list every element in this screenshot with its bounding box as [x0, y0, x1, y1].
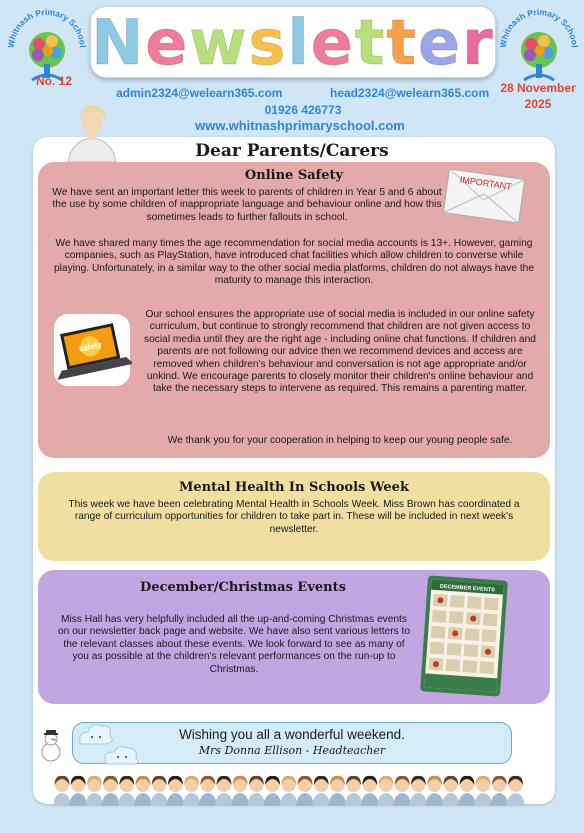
child-figure: [490, 776, 508, 806]
child-figure: [280, 776, 298, 806]
child-figure: [442, 776, 460, 806]
headteacher-signature: Mrs Donna Ellison - Headteacher: [198, 744, 386, 757]
online-safety-paragraph-3: Our school ensures the appropriate use of social media is included in our online safety curriculum, but continue to strongly recommend that children are not given access to social media until they are the right age - including online chat functions. If children and parents are not following our advice then we recommend devices and access are removed when children's behaviour and conversation is not age appropriate and/or unkind. We encourage parents to closely monitor their children's online behaviour and take the necessary steps to intervene as required. This remains a parenting matter.: [144, 309, 536, 395]
online-safety-laptop-icon: [52, 312, 132, 388]
child-figure: [118, 776, 136, 806]
title-letter: l: [287, 6, 311, 79]
christmas-events-heading: December/Christmas Events: [140, 580, 346, 595]
school-badge-text: Whitnash Primary School: [498, 6, 580, 49]
child-figure: [247, 776, 265, 806]
issue-date: 28 November 2025: [500, 81, 576, 111]
child-figure: [134, 776, 152, 806]
child-figure: [69, 776, 87, 806]
title-letter: t: [386, 6, 419, 79]
child-figure: [458, 776, 476, 806]
child-figure: [328, 776, 346, 806]
child-figure: [361, 776, 379, 806]
website-link[interactable]: www.whitnashprimaryschool.com: [195, 118, 405, 133]
child-figure: [296, 776, 314, 806]
title-letter: N: [91, 6, 146, 79]
child-figure: [409, 776, 427, 806]
envelope-label: IMPORTANT: [459, 174, 513, 192]
child-figure: [312, 776, 330, 806]
child-figure: [166, 776, 184, 806]
school-logo-right: [498, 4, 580, 86]
child-figure: [264, 776, 282, 806]
poster-label: DECEMBER EVENTS: [439, 583, 495, 594]
newsletter-title: [90, 6, 496, 78]
head-email-link[interactable]: head2324@welearn365.com: [330, 86, 490, 100]
mental-health-paragraph: This week we have been celebrating Mental Health in Schools Week. Miss Brown has coordinated a range of curriculum opportunities for children to take part in. These will be included in next week's newsletter.: [68, 499, 520, 535]
title-letter: s: [248, 6, 288, 79]
online-safety-paragraph-1: We have sent an important letter this week to parents of children in Year 5 and 6 about the use by some children of inappropriate language and behaviour online and how this sometimes leads to further fallouts in school.: [52, 187, 442, 223]
child-figure: [345, 776, 363, 806]
title-letter: e: [310, 6, 355, 79]
phone-number: 01926 426773: [264, 103, 342, 117]
clouds-icon: [76, 720, 146, 768]
child-figure: [426, 776, 444, 806]
title-letter: e: [418, 6, 463, 79]
child-figure: [85, 776, 103, 806]
important-envelope-icon: [440, 168, 528, 224]
title-letter: w: [189, 6, 249, 79]
mental-health-heading: Mental Health In Schools Week: [179, 480, 409, 495]
title-letter: r: [462, 6, 495, 79]
title-letter: t: [354, 6, 387, 79]
christmas-events-paragraph: Miss Hall has very helpfully included all the up-and-coming Christmas events on our newsletter back page and website. We have also sent various letters to the relevant classes about these events. We look forward to see as many of you as possible at the children's relevant performances on the run-up to Christmas.: [57, 614, 411, 675]
online-safety-paragraph-4: We thank you for your cooperation in helping to keep our young people safe.: [167, 435, 513, 446]
child-figure: [507, 776, 525, 806]
december-events-poster-icon: [418, 574, 510, 698]
online-safety-paragraph-2: We have shared many times the age recommendation for social media accounts is 13+. However, gaming companies, such as PlayStation, have introduced chat facilities which allow children to converse while playing. Unfortunately, in a similar way to the other social media platforms, children do not always have the maturity to manage this interaction.: [54, 238, 534, 287]
child-figure: [150, 776, 168, 806]
child-figure: [183, 776, 201, 806]
child-figure: [474, 776, 492, 806]
greeting: Dear Parents/Carers: [195, 141, 389, 161]
issue-number: No. 12: [36, 74, 73, 88]
child-figure: [393, 776, 411, 806]
child-figure: [102, 776, 120, 806]
child-figure: [54, 776, 71, 806]
children-illustration-strip: [54, 770, 532, 806]
online-safety-section: [38, 162, 550, 458]
admin-email-link[interactable]: admin2324@welearn365.com: [116, 86, 283, 100]
online-safety-heading: Online Safety: [244, 168, 344, 183]
title-letter: e: [145, 6, 190, 79]
child-figure: [199, 776, 217, 806]
school-badge-text: Whitnash Primary School: [6, 6, 88, 49]
christmas-events-section: [38, 570, 550, 704]
child-figure: [215, 776, 233, 806]
laptop-label: safety: [78, 339, 103, 354]
signoff-message: Wishing you all a wonderful weekend.: [179, 727, 405, 742]
child-figure: [231, 776, 249, 806]
mental-health-section: [38, 472, 550, 561]
child-figure: [377, 776, 395, 806]
snowman-icon: [38, 728, 64, 762]
